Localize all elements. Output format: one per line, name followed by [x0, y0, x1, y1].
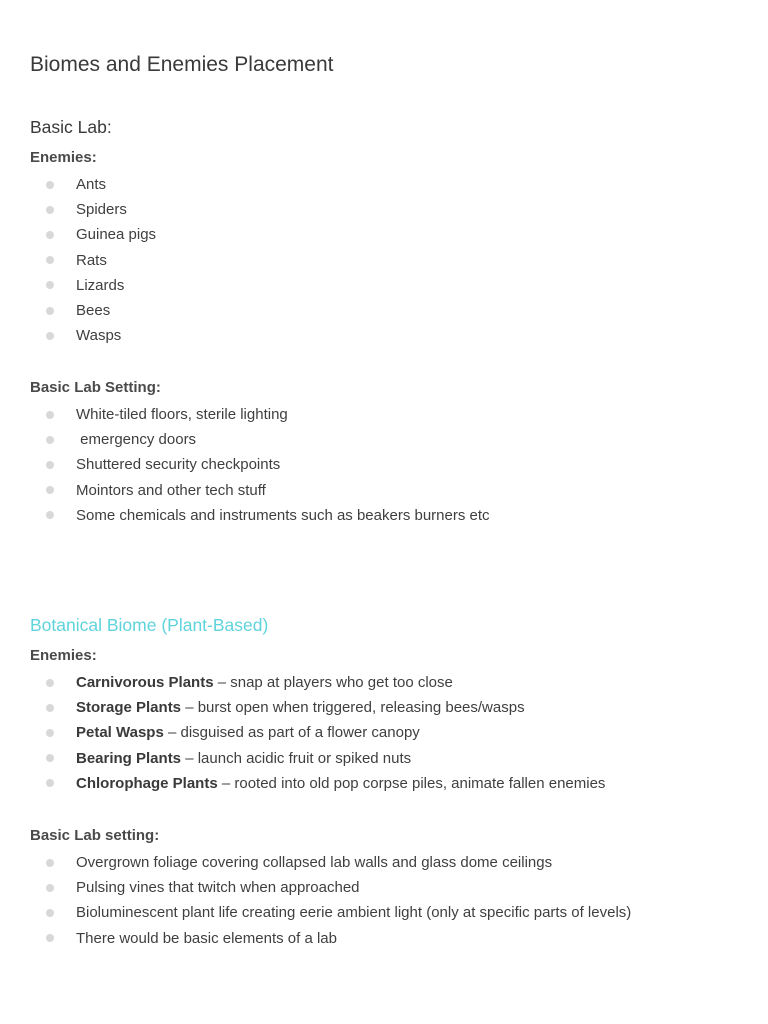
- list-item: [0, 670, 605, 695]
- bullet-icon: [46, 461, 54, 469]
- enemy-description: – disguised as part of a flower canopy: [163, 724, 420, 742]
- list-item: [0, 771, 605, 796]
- list-item: Shuttered security checkpoints: [0, 452, 490, 477]
- list-item: [0, 720, 605, 745]
- bullet-icon: [46, 909, 54, 917]
- bullet-icon: [46, 486, 54, 494]
- enemy-description: – rooted into old pop corpse piles, animate fallen enemies: [217, 774, 606, 792]
- bullet-icon: [46, 256, 54, 264]
- bullet-icon: [46, 884, 54, 892]
- botanical-setting-label: Basic Lab setting:: [30, 827, 160, 844]
- list-item: Bees: [0, 298, 156, 323]
- bullet-icon: [46, 206, 54, 214]
- list-item: Wasps: [0, 323, 156, 348]
- enemy-name: Storage Plants: [76, 699, 182, 717]
- basic-lab-heading: Basic Lab:: [30, 117, 112, 137]
- bullet-icon: [46, 859, 54, 867]
- list-item: Spiders: [0, 197, 156, 222]
- enemy-description: – launch acidic fruit or spiked nuts: [181, 749, 412, 767]
- enemy-name: Carnivorous Plants: [76, 674, 214, 691]
- botanical-enemies-label: Enemies:: [30, 647, 97, 664]
- enemy-name: Bearing Plants: [76, 749, 182, 767]
- list-item: Lizards: [0, 273, 156, 298]
- bullet-icon: [46, 181, 54, 189]
- list-item: Bioluminescent plant life creating eerie ambient light (only at specific parts of levels): [0, 900, 631, 925]
- botanical-enemies-list: [0, 670, 605, 796]
- list-item: Pulsing vines that twitch when approached: [0, 875, 631, 900]
- enemy-name: Petal Wasps: [76, 724, 164, 742]
- bullet-icon: [46, 729, 54, 737]
- basic-lab-enemies-list: [0, 172, 156, 348]
- botanical-heading: Botanical Biome (Plant-Based): [30, 615, 269, 635]
- bullet-icon: [46, 332, 54, 340]
- page-title: Biomes and Enemies Placement: [30, 53, 334, 76]
- bullet-icon: [46, 679, 54, 687]
- basic-lab-setting-label: Basic Lab Setting:: [30, 379, 161, 396]
- list-item: Ants: [0, 172, 156, 197]
- list-item: Guinea pigs: [0, 222, 156, 247]
- bullet-icon: [46, 754, 54, 762]
- basic-lab-enemies-label: Enemies:: [30, 149, 97, 166]
- botanical-setting-list: [0, 850, 631, 951]
- list-item: emergency doors: [0, 427, 490, 452]
- list-item: [0, 746, 605, 771]
- enemy-name: Chlorophage Plants: [76, 774, 218, 792]
- bullet-icon: [46, 704, 54, 712]
- bullet-icon: [46, 436, 54, 444]
- list-item: There would be basic elements of a lab: [0, 926, 631, 951]
- bullet-icon: [46, 281, 54, 289]
- list-item: [0, 695, 605, 720]
- list-item: Overgrown foliage covering collapsed lab walls and glass dome ceilings: [0, 850, 631, 875]
- bullet-icon: [46, 411, 54, 419]
- bullet-icon: [46, 511, 54, 519]
- basic-lab-setting-list: [0, 402, 490, 528]
- list-item: Rats: [0, 248, 156, 273]
- enemy-description: – burst open when triggered, releasing bees/wasps: [181, 699, 525, 717]
- bullet-icon: [46, 231, 54, 239]
- list-item: White-tiled floors, sterile lighting: [0, 402, 490, 427]
- enemy-description: – snap at players who get too close: [213, 674, 453, 691]
- bullet-icon: [46, 779, 54, 787]
- bullet-icon: [46, 934, 54, 942]
- bullet-icon: [46, 307, 54, 315]
- list-item: Mointors and other tech stuff: [0, 478, 490, 503]
- list-item: Some chemicals and instruments such as beakers burners etc: [0, 503, 490, 528]
